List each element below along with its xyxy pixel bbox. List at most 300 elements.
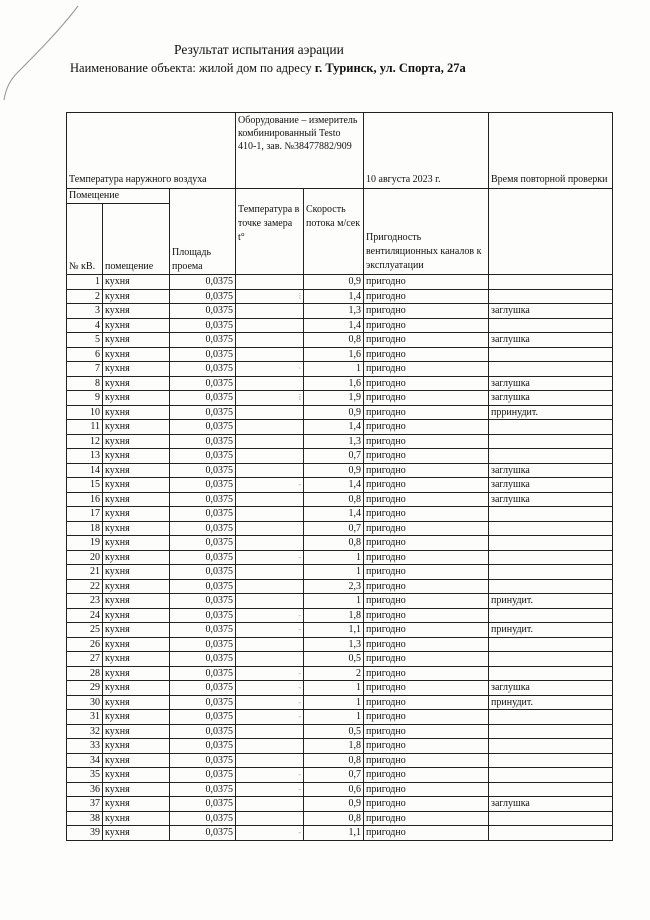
apt-no-cell: 16 <box>67 492 103 507</box>
area-cell: 0,0375 <box>170 797 236 812</box>
date-header: 10 августа 2023 г. <box>364 113 489 189</box>
room-cell: кухня <box>103 318 170 333</box>
area-cell: 0,0375 <box>170 449 236 464</box>
status-cell: пригодно <box>364 782 489 797</box>
table-row <box>67 289 613 304</box>
temp-point-cell: - <box>236 710 304 725</box>
status-cell: пригодно <box>364 666 489 681</box>
table-row <box>67 391 613 406</box>
table-row <box>67 753 613 768</box>
temp-point-cell <box>236 811 304 826</box>
table-row <box>67 594 613 609</box>
apt-no-cell: 35 <box>67 768 103 783</box>
temp-point-cell: ⁞ <box>236 391 304 406</box>
status-cell: пригодно <box>364 478 489 493</box>
area-cell: 0,0375 <box>170 768 236 783</box>
note-cell: заглушка <box>489 376 613 391</box>
header-row-group <box>67 189 613 204</box>
temp-point-cell <box>236 318 304 333</box>
temp-point-cell <box>236 579 304 594</box>
status-cell: пригодно <box>364 608 489 623</box>
area-cell: 0,0375 <box>170 608 236 623</box>
room-cell: кухня <box>103 434 170 449</box>
note-cell: заглушка <box>489 463 613 478</box>
speed-cell: 1,1 <box>304 623 364 638</box>
equipment-header: Оборудование – измеритель комбинированный Testo 410-1, зав. №38477882/909 <box>236 113 364 189</box>
apt-no-cell: 39 <box>67 826 103 841</box>
temp-point-cell: - <box>236 550 304 565</box>
object-line <box>70 61 466 76</box>
temp-point-cell <box>236 347 304 362</box>
speed-cell: 0,8 <box>304 753 364 768</box>
temp-point-cell <box>236 304 304 319</box>
area-cell: 0,0375 <box>170 507 236 522</box>
temp-point-cell <box>236 405 304 420</box>
temp-point-cell <box>236 333 304 348</box>
room-cell: кухня <box>103 275 170 290</box>
area-cell: 0,0375 <box>170 681 236 696</box>
note-cell <box>489 666 613 681</box>
apt-no-cell: 15 <box>67 478 103 493</box>
speed-cell: 1,9 <box>304 391 364 406</box>
status-cell: пригодно <box>364 739 489 754</box>
temp-point-cell <box>236 536 304 551</box>
status-cell: пригодно <box>364 376 489 391</box>
area-cell: 0,0375 <box>170 318 236 333</box>
table-row <box>67 507 613 522</box>
temp-point-cell <box>236 521 304 536</box>
room-cell: кухня <box>103 666 170 681</box>
status-cell: пригодно <box>364 275 489 290</box>
speed-cell: 1 <box>304 594 364 609</box>
note-cell: заглушка <box>489 492 613 507</box>
note-cell <box>489 507 613 522</box>
table-row <box>67 333 613 348</box>
apt-no-cell: 20 <box>67 550 103 565</box>
area-cell: 0,0375 <box>170 550 236 565</box>
status-cell: пригодно <box>364 289 489 304</box>
temp-point-cell <box>236 463 304 478</box>
speed-cell: 0,7 <box>304 521 364 536</box>
apt-no-cell: 8 <box>67 376 103 391</box>
speed-cell: 1 <box>304 681 364 696</box>
table-row <box>67 768 613 783</box>
speed-cell: 1 <box>304 550 364 565</box>
room-group-header: Помещение <box>67 189 170 204</box>
area-cell: 0,0375 <box>170 478 236 493</box>
speed-cell: 0,9 <box>304 275 364 290</box>
room-cell: кухня <box>103 478 170 493</box>
table-row <box>67 434 613 449</box>
area-cell: 0,0375 <box>170 492 236 507</box>
area-cell: 0,0375 <box>170 289 236 304</box>
room-cell: кухня <box>103 289 170 304</box>
apt-no-cell: 26 <box>67 637 103 652</box>
note-cell <box>489 753 613 768</box>
area-cell: 0,0375 <box>170 666 236 681</box>
temp-point-cell <box>236 594 304 609</box>
speed-cell: 0,9 <box>304 405 364 420</box>
area-cell: 0,0375 <box>170 333 236 348</box>
retest-header: Время повторной проверки <box>489 113 613 189</box>
status-cell: пригодно <box>364 594 489 609</box>
margin-pen-stroke <box>0 0 120 110</box>
area-cell: 0,0375 <box>170 739 236 754</box>
area-cell: 0,0375 <box>170 637 236 652</box>
status-cell: пригодно <box>364 304 489 319</box>
apt-no-cell: 2 <box>67 289 103 304</box>
area-cell: 0,0375 <box>170 434 236 449</box>
room-cell: кухня <box>103 333 170 348</box>
speed-cell: 1,3 <box>304 304 364 319</box>
temp-point-cell <box>236 275 304 290</box>
status-cell: пригодно <box>364 710 489 725</box>
note-cell <box>489 710 613 725</box>
aeration-table <box>66 112 613 841</box>
note-cell <box>489 550 613 565</box>
table-row <box>67 652 613 667</box>
area-cell: 0,0375 <box>170 579 236 594</box>
table-row <box>67 782 613 797</box>
table-row <box>67 449 613 464</box>
note-cell <box>489 318 613 333</box>
table-row <box>67 608 613 623</box>
note-cell <box>489 362 613 377</box>
table-row <box>67 347 613 362</box>
area-cell: 0,0375 <box>170 724 236 739</box>
area-cell: 0,0375 <box>170 594 236 609</box>
temp-point-cell <box>236 420 304 435</box>
area-cell: 0,0375 <box>170 420 236 435</box>
apt-no-cell: 21 <box>67 565 103 580</box>
apt-no-cell: 3 <box>67 304 103 319</box>
area-cell: 0,0375 <box>170 405 236 420</box>
apt-no-cell: 29 <box>67 681 103 696</box>
apt-no-cell: 7 <box>67 362 103 377</box>
room-cell: кухня <box>103 420 170 435</box>
temp-point-cell: - <box>236 782 304 797</box>
status-cell: пригодно <box>364 797 489 812</box>
room-cell: кухня <box>103 550 170 565</box>
temp-point-cell <box>236 434 304 449</box>
note-cell <box>489 579 613 594</box>
temp-point-cell <box>236 637 304 652</box>
speed-cell: 1,4 <box>304 420 364 435</box>
table-row <box>67 797 613 812</box>
speed-cell: 0,8 <box>304 811 364 826</box>
note-cell <box>489 347 613 362</box>
note-cell: заглушка <box>489 304 613 319</box>
room-cell: кухня <box>103 811 170 826</box>
speed-cell: 1,4 <box>304 478 364 493</box>
status-cell: пригодно <box>364 681 489 696</box>
note-cell: заглушка <box>489 478 613 493</box>
speed-cell: 0,5 <box>304 652 364 667</box>
room-cell: кухня <box>103 521 170 536</box>
area-cell: 0,0375 <box>170 391 236 406</box>
speed-cell: 0,8 <box>304 536 364 551</box>
temp-point-cell: - <box>236 608 304 623</box>
note-cell: заглушка <box>489 681 613 696</box>
speed-cell: 1 <box>304 710 364 725</box>
fitness-header: Пригодность вентиляционных каналов к эксплуатации <box>364 203 489 275</box>
temp-point-cell: - <box>236 695 304 710</box>
status-cell: пригодно <box>364 536 489 551</box>
room-header: помещение <box>103 203 170 275</box>
table-row <box>67 826 613 841</box>
status-cell: пригодно <box>364 333 489 348</box>
area-cell: 0,0375 <box>170 521 236 536</box>
room-cell: кухня <box>103 753 170 768</box>
apt-no-cell: 38 <box>67 811 103 826</box>
area-cell: 0,0375 <box>170 463 236 478</box>
note-cell: заглушка <box>489 797 613 812</box>
table-row <box>67 565 613 580</box>
speed-cell: 1 <box>304 695 364 710</box>
apt-no-cell: 27 <box>67 652 103 667</box>
temp-point-cell: ⁞ <box>236 289 304 304</box>
apt-no-cell: 23 <box>67 594 103 609</box>
temp-point-cell <box>236 376 304 391</box>
speed-header: Скорость потока м/сек <box>304 203 364 275</box>
apt-no-cell: 33 <box>67 739 103 754</box>
room-cell: кухня <box>103 724 170 739</box>
speed-cell: 1,8 <box>304 739 364 754</box>
note-cell <box>489 449 613 464</box>
apt-no-cell: 22 <box>67 579 103 594</box>
room-cell: кухня <box>103 536 170 551</box>
temp-point-cell: · <box>236 362 304 377</box>
speed-cell: 1,3 <box>304 434 364 449</box>
speed-cell: 0,8 <box>304 492 364 507</box>
room-cell: кухня <box>103 739 170 754</box>
table-row <box>67 536 613 551</box>
speed-cell: 0,9 <box>304 463 364 478</box>
note-cell <box>489 289 613 304</box>
note-cell: принудит. <box>489 594 613 609</box>
table-row <box>67 811 613 826</box>
table-row <box>67 376 613 391</box>
header-row-top <box>67 113 613 189</box>
room-cell: кухня <box>103 376 170 391</box>
room-cell: кухня <box>103 768 170 783</box>
status-cell: пригодно <box>364 753 489 768</box>
apt-no-cell: 28 <box>67 666 103 681</box>
note-cell <box>489 521 613 536</box>
room-cell: кухня <box>103 623 170 638</box>
room-cell: кухня <box>103 304 170 319</box>
note-cell <box>489 811 613 826</box>
apt-no-cell: 36 <box>67 782 103 797</box>
speed-cell: 1,4 <box>304 289 364 304</box>
speed-cell: 1,3 <box>304 637 364 652</box>
note-cell: заглушка <box>489 333 613 348</box>
apt-no-cell: 19 <box>67 536 103 551</box>
speed-cell: 0,8 <box>304 333 364 348</box>
apt-no-cell: 6 <box>67 347 103 362</box>
status-cell: пригодно <box>364 347 489 362</box>
temp-point-cell <box>236 797 304 812</box>
status-cell: пригодно <box>364 768 489 783</box>
status-cell: пригодно <box>364 826 489 841</box>
temp-point-cell <box>236 449 304 464</box>
note-cell <box>489 826 613 841</box>
apt-no-cell: 25 <box>67 623 103 638</box>
room-cell: кухня <box>103 652 170 667</box>
apt-no-cell: 5 <box>67 333 103 348</box>
table-row <box>67 710 613 725</box>
status-cell: пригодно <box>364 623 489 638</box>
area-cell: 0,0375 <box>170 376 236 391</box>
note-cell <box>489 608 613 623</box>
area-cell: 0,0375 <box>170 304 236 319</box>
note-cell <box>489 536 613 551</box>
status-cell: пригодно <box>364 521 489 536</box>
apt-no-cell: 37 <box>67 797 103 812</box>
room-cell: кухня <box>103 594 170 609</box>
apt-no-cell: 12 <box>67 434 103 449</box>
table-row <box>67 362 613 377</box>
area-cell: 0,0375 <box>170 695 236 710</box>
room-cell: кухня <box>103 797 170 812</box>
room-cell: кухня <box>103 681 170 696</box>
status-cell: пригодно <box>364 463 489 478</box>
area-cell: 0,0375 <box>170 362 236 377</box>
room-cell: кухня <box>103 579 170 594</box>
temp-point-cell: - <box>236 826 304 841</box>
area-cell: 0,0375 <box>170 710 236 725</box>
speed-cell: 2 <box>304 666 364 681</box>
speed-cell: 0,6 <box>304 782 364 797</box>
area-cell: 0,0375 <box>170 811 236 826</box>
speed-cell: 2,3 <box>304 579 364 594</box>
status-cell: пригодно <box>364 637 489 652</box>
object-label: Наименование объекта: жилой дом по адресу <box>70 61 312 75</box>
apt-no-header: № кВ. <box>67 203 103 275</box>
status-cell: пригодно <box>364 434 489 449</box>
temp-point-header: Температура в точке замера t° <box>236 203 304 275</box>
status-cell: пригодно <box>364 724 489 739</box>
temp-point-cell <box>236 565 304 580</box>
apt-no-cell: 17 <box>67 507 103 522</box>
status-cell: пригодно <box>364 420 489 435</box>
note-cell <box>489 637 613 652</box>
speed-cell: 0,5 <box>304 724 364 739</box>
apt-no-cell: 24 <box>67 608 103 623</box>
status-cell: пригодно <box>364 695 489 710</box>
apt-no-cell: 13 <box>67 449 103 464</box>
speed-cell: 1,6 <box>304 376 364 391</box>
apt-no-cell: 18 <box>67 521 103 536</box>
speed-cell: 1 <box>304 362 364 377</box>
speed-cell: 0,7 <box>304 768 364 783</box>
status-cell: пригодно <box>364 652 489 667</box>
temp-point-cell <box>236 652 304 667</box>
room-cell: кухня <box>103 637 170 652</box>
object-address: г. Туринск, ул. Спорта, 27а <box>314 61 466 75</box>
status-cell: пригодно <box>364 391 489 406</box>
header-row-columns <box>67 203 613 275</box>
table-row <box>67 420 613 435</box>
table-row <box>67 492 613 507</box>
room-cell: кухня <box>103 826 170 841</box>
status-cell: пригодно <box>364 449 489 464</box>
apt-no-cell: 11 <box>67 420 103 435</box>
room-cell: кухня <box>103 391 170 406</box>
room-cell: кухня <box>103 608 170 623</box>
status-cell: пригодно <box>364 579 489 594</box>
note-cell: прринудит. <box>489 405 613 420</box>
table-row <box>67 637 613 652</box>
table-row <box>67 478 613 493</box>
room-cell: кухня <box>103 710 170 725</box>
note-cell <box>489 782 613 797</box>
note-cell <box>489 724 613 739</box>
area-header: Площадь проема <box>170 203 236 275</box>
apt-no-cell: 4 <box>67 318 103 333</box>
table-row <box>67 550 613 565</box>
status-cell: пригодно <box>364 550 489 565</box>
table-row <box>67 405 613 420</box>
apt-no-cell: 32 <box>67 724 103 739</box>
status-cell: пригодно <box>364 811 489 826</box>
temp-point-cell <box>236 492 304 507</box>
temp-point-cell <box>236 753 304 768</box>
note-cell <box>489 739 613 754</box>
room-cell: кухня <box>103 463 170 478</box>
room-cell: кухня <box>103 492 170 507</box>
speed-cell: 0,9 <box>304 797 364 812</box>
room-cell: кухня <box>103 507 170 522</box>
note-cell: принудит. <box>489 623 613 638</box>
table-row <box>67 623 613 638</box>
room-cell: кухня <box>103 449 170 464</box>
table-row <box>67 739 613 754</box>
note-cell <box>489 275 613 290</box>
speed-cell: 1,4 <box>304 318 364 333</box>
table-row <box>67 521 613 536</box>
temp-point-cell <box>236 724 304 739</box>
temp-point-cell: - <box>236 768 304 783</box>
table-row <box>67 579 613 594</box>
room-cell: кухня <box>103 565 170 580</box>
note-cell: принудит. <box>489 695 613 710</box>
table-row <box>67 666 613 681</box>
room-cell: кухня <box>103 695 170 710</box>
note-cell <box>489 565 613 580</box>
table-row <box>67 318 613 333</box>
status-cell: пригодно <box>364 362 489 377</box>
status-cell: пригодно <box>364 507 489 522</box>
apt-no-cell: 10 <box>67 405 103 420</box>
apt-no-cell: 1 <box>67 275 103 290</box>
status-cell: пригодно <box>364 405 489 420</box>
table-row <box>67 695 613 710</box>
apt-no-cell: 30 <box>67 695 103 710</box>
area-cell: 0,0375 <box>170 275 236 290</box>
status-cell: пригодно <box>364 565 489 580</box>
speed-cell: 1,8 <box>304 608 364 623</box>
note-cell <box>489 768 613 783</box>
speed-cell: 1,6 <box>304 347 364 362</box>
apt-no-cell: 34 <box>67 753 103 768</box>
apt-no-cell: 31 <box>67 710 103 725</box>
area-cell: 0,0375 <box>170 652 236 667</box>
table-row <box>67 304 613 319</box>
temp-point-cell: - <box>236 623 304 638</box>
room-cell: кухня <box>103 782 170 797</box>
area-cell: 0,0375 <box>170 782 236 797</box>
